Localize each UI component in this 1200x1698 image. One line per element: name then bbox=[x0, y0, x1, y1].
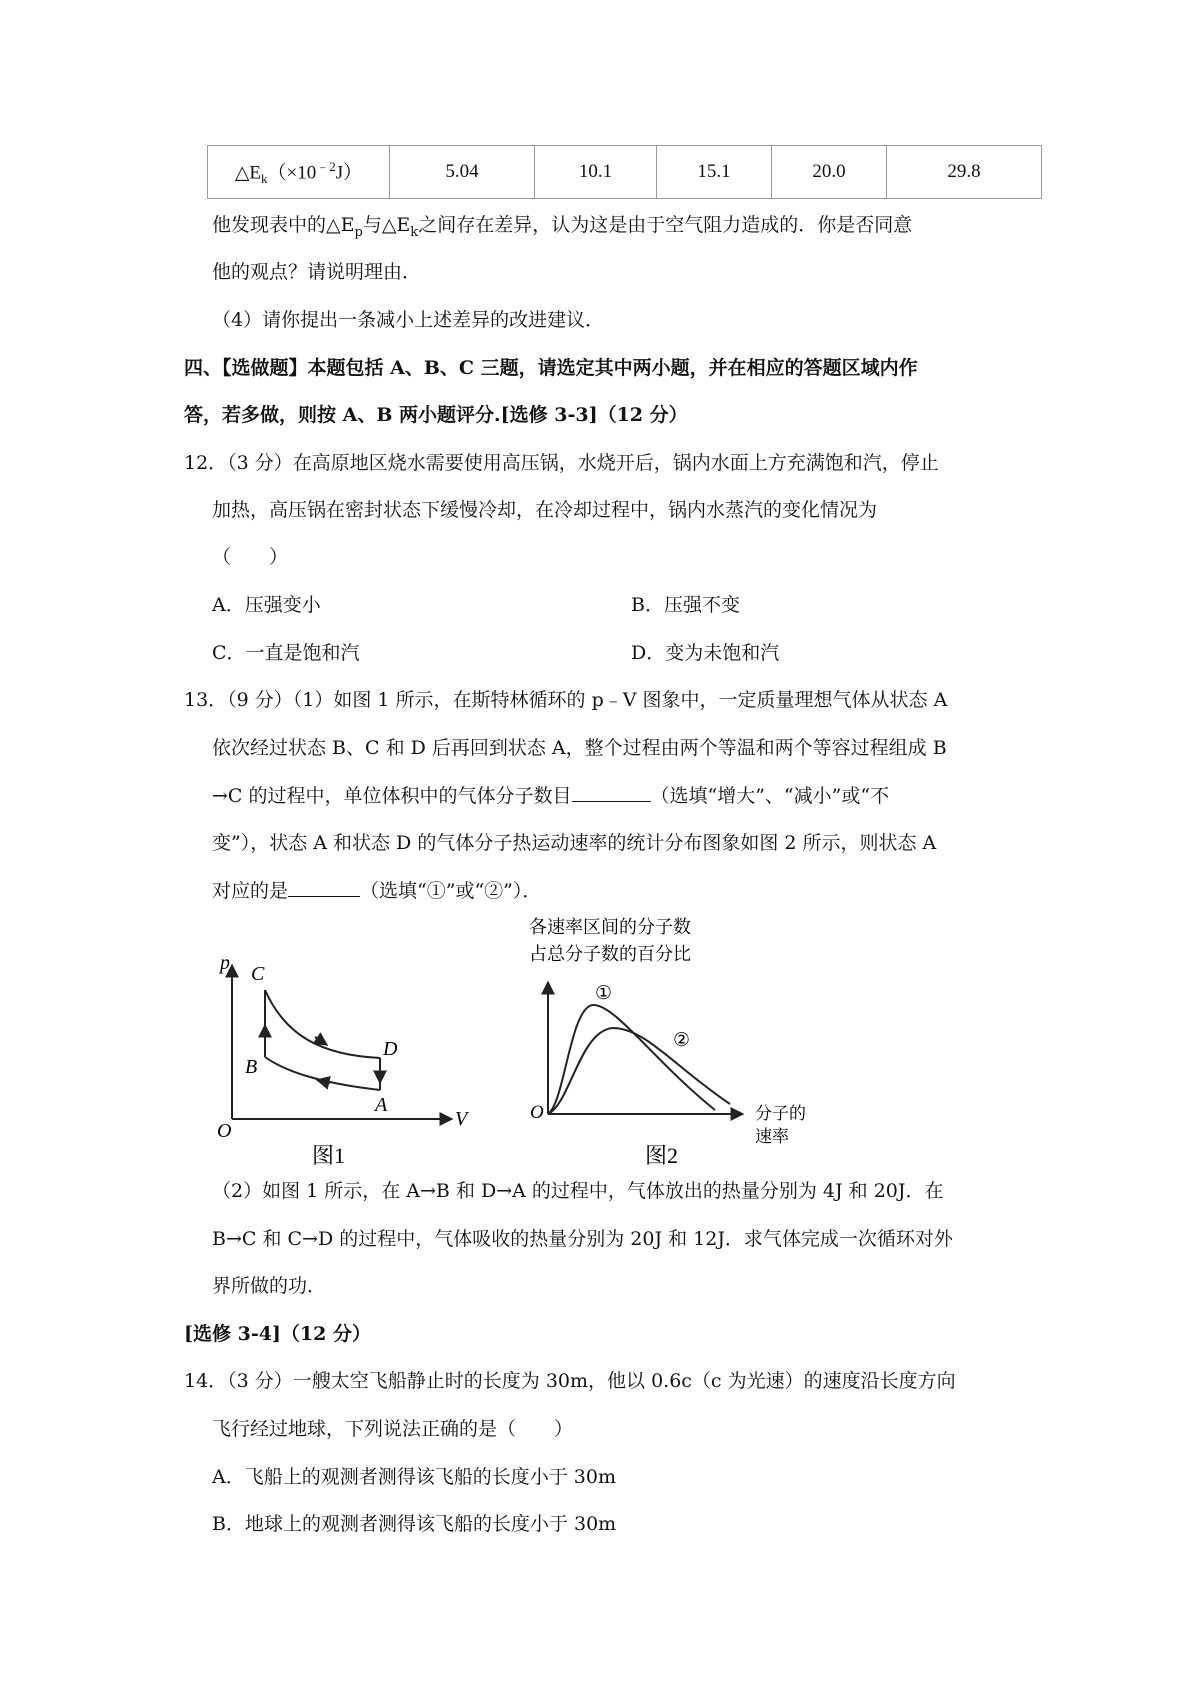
point-b-label: B bbox=[245, 1056, 258, 1078]
point-a-label: A bbox=[375, 1094, 388, 1116]
table-cell: 15.1 bbox=[657, 146, 772, 199]
q11-line-3: （4）请你提出一条减小上述差异的改进建议． bbox=[212, 309, 605, 331]
section4-line-1: 四、【选做题】本题包括 A、B、C 三题，请选定其中两小题，并在相应的答题区域内作 bbox=[184, 357, 918, 379]
energy-table bbox=[207, 145, 1042, 199]
q12-line-3: （ ） bbox=[212, 546, 289, 568]
q13-line-5: 对应的是 （选填“①”或“②”）． bbox=[212, 880, 542, 902]
q11-line-2: 他的观点？请说明理由． bbox=[212, 261, 422, 283]
origin-label: O bbox=[217, 1120, 232, 1142]
q13-line-1: 13．（9 分）（1）如图 1 所示，在斯特林循环的 p﹣V 图象中，一定质量理想气体从状态 A bbox=[184, 689, 948, 711]
v-label: V bbox=[455, 1108, 468, 1130]
table-cell: 20.0 bbox=[772, 146, 887, 199]
table-row bbox=[208, 146, 1042, 199]
figure-1-pv-diagram bbox=[205, 925, 475, 1165]
q11-line-1: 他发现表中的$\triangle E_p$与$\triangle E_k$之间存在差异，认为这是由于空气阻力造成的．你是否同意 bbox=[212, 214, 913, 240]
q12-option-b: B．压强不变 bbox=[631, 594, 740, 616]
curve-1 bbox=[548, 1005, 715, 1114]
table-cell: 5.04 bbox=[390, 146, 535, 199]
curve-c-to-d bbox=[265, 990, 380, 1058]
table-cell: 10.1 bbox=[535, 146, 657, 199]
section4-line-2: 答，若多做，则按 A、B 两小题评分.[选修 3-3]（12 分） bbox=[184, 404, 688, 426]
point-c-label: C bbox=[251, 963, 265, 985]
p-label: p bbox=[220, 952, 230, 974]
q14-option-a: A．飞船上的观测者测得该飞船的长度小于 30m bbox=[212, 1466, 616, 1488]
q12-line-1: 12．（3 分）在高原地区烧水需要使用高压锅，水烧开后，锅内水面上方充满饱和汽，停止 bbox=[184, 452, 939, 474]
q13-part2-line-1: （2）如图 1 所示，在 A→B 和 D→A 的过程中，气体放出的热量分别为 4J 和 20J．在 bbox=[212, 1180, 944, 1202]
q14-line-2: 飞行经过地球，下列说法正确的是（ ） bbox=[212, 1418, 574, 1440]
row-label: $\triangle E_k(\times 10^{﹣2}J)$ bbox=[208, 146, 390, 199]
x-label-line-2: 速率 bbox=[755, 1127, 789, 1146]
q12-option-d: D．变为未饱和汽 bbox=[631, 642, 780, 664]
curve-1-label: ① bbox=[595, 983, 613, 1004]
figure-2-caption: 图2 bbox=[645, 1143, 679, 1167]
figure-2-speed-distribution bbox=[525, 912, 835, 1167]
q13-part2-line-3: 界所做的功． bbox=[212, 1275, 327, 1297]
figure-1-caption: 图1 bbox=[312, 1143, 346, 1165]
q12-option-c: C．一直是饱和汽 bbox=[212, 642, 360, 664]
q14-option-b: B．地球上的观测者测得该飞船的长度小于 30m bbox=[212, 1513, 617, 1535]
q13-line-2: 依次经过状态 B、C 和 D 后再回到状态 A，整个过程由两个等温和两个等容过程组成 B bbox=[212, 737, 947, 759]
section34-title: [选修 3-4]（12 分） bbox=[184, 1323, 371, 1345]
origin-label: O bbox=[530, 1102, 544, 1123]
curve-2 bbox=[548, 1028, 730, 1114]
x-label-line-1: 分子的 bbox=[755, 1104, 806, 1123]
y-label-line-2: 占总分子数的百分比 bbox=[529, 944, 691, 964]
y-label-line-1: 各速率区间的分子数 bbox=[529, 917, 691, 937]
q12-option-a: A．压强变小 bbox=[212, 594, 321, 616]
point-d-label: D bbox=[383, 1038, 398, 1060]
q14-line-1: 14．（3 分）一艘太空飞船静止时的长度为 30m，他以 0.6c（c 为光速）的速度沿长度方向 bbox=[184, 1370, 956, 1392]
q13-part2-line-2: B→C 和 C→D 的过程中，气体吸收的热量分别为 20J 和 12J．求气体完成一次循环对外 bbox=[212, 1228, 953, 1250]
answer-blank-2 bbox=[288, 896, 360, 897]
answer-blank-1 bbox=[572, 801, 651, 802]
curve-2-label: ② bbox=[673, 1030, 691, 1051]
curve-a-to-b bbox=[265, 1057, 380, 1090]
table-cell: 29.8 bbox=[887, 146, 1042, 199]
q13-line-4: 变”），状态 A 和状态 D 的气体分子热运动速率的统计分布图象如图 2 所示，则状态 A bbox=[212, 832, 937, 854]
q13-line-3: →C 的过程中，单位体积中的气体分子数目 （选填“增大”、“减小”或“不 bbox=[212, 785, 890, 807]
q12-line-2: 加热，高压锅在密封状态下缓慢冷却，在冷却过程中，锅内水蒸汽的变化情况为 bbox=[212, 499, 878, 521]
